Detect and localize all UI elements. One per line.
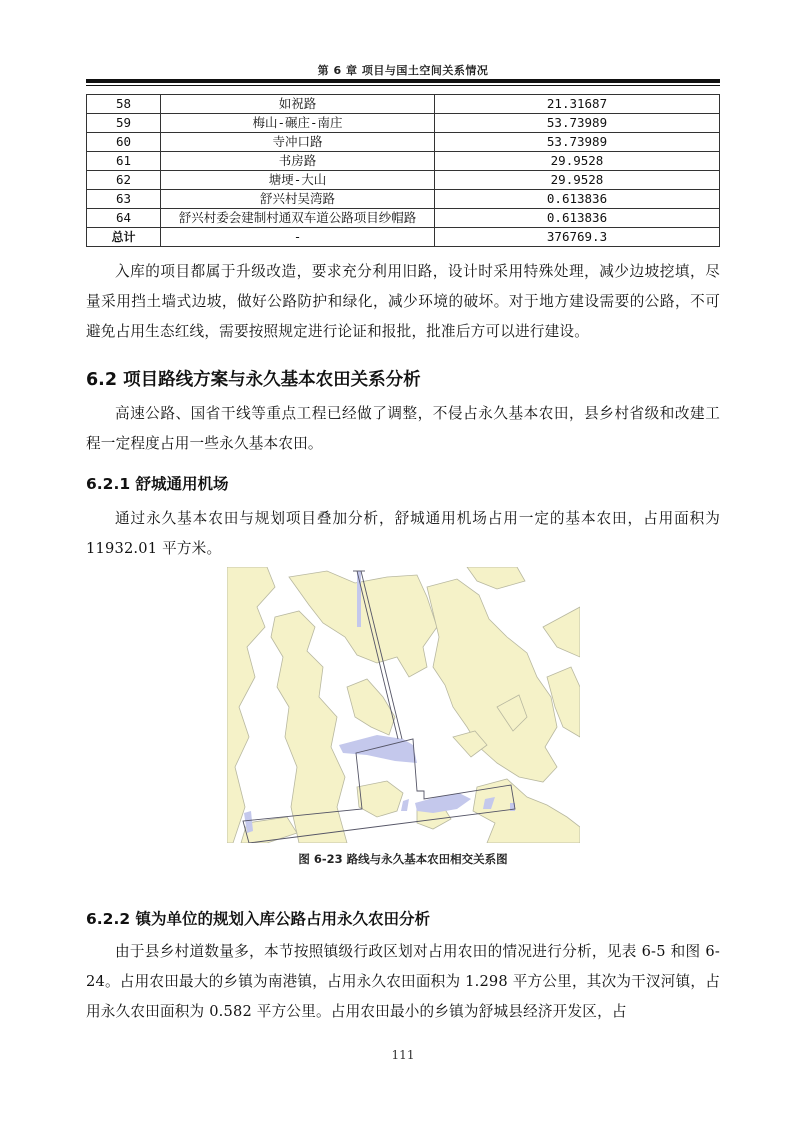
header-rule-thick bbox=[86, 79, 720, 83]
total-label: 总计 bbox=[87, 228, 161, 247]
paragraph-airport-occupation: 通过永久基本农田与规划项目叠加分析，舒城通用机场占用一定的基本农田，占用面积为 11932.01 平方米。 bbox=[86, 510, 720, 557]
cell-road-name: 书房路 bbox=[161, 152, 435, 171]
road-area-table bbox=[86, 94, 720, 247]
cell-number: 62 bbox=[87, 171, 161, 190]
cell-number: 59 bbox=[87, 114, 161, 133]
cell-value: 0.613836 bbox=[435, 209, 720, 228]
table-row bbox=[87, 133, 720, 152]
page-number: 111 bbox=[391, 1048, 415, 1062]
cell-road-name: 梅山-碾庄-南庄 bbox=[161, 114, 435, 133]
cell-value: 29.9528 bbox=[435, 171, 720, 190]
cell-road-name: 舒兴村吴湾路 bbox=[161, 190, 435, 209]
running-header: 第 6 章 项目与国土空间关系情况 bbox=[317, 64, 489, 77]
cell-value: 0.613836 bbox=[435, 190, 720, 209]
section-heading-6-2-2: 6.2.2 镇为单位的规划入库公路占用永久农田分析 bbox=[86, 910, 431, 928]
cell-number: 63 bbox=[87, 190, 161, 209]
cell-number: 61 bbox=[87, 152, 161, 171]
farmland-intersection-map bbox=[227, 567, 580, 843]
section-heading-6-2: 6.2 项目路线方案与永久基本农田关系分析 bbox=[86, 370, 421, 390]
paragraph-township-analysis: 由于县乡村道数量多，本节按照镇级行政区划对占用农田的情况进行分析，见表 6-5 和图 6-24。占用农田最大的乡镇为南港镇，占用永久农田面积为 1.298 平方公里，其次为干汊河镇，占用永久农田面积为 0.582 平方公里。占用农田最小的乡镇为舒城县经济开发区，占 bbox=[86, 943, 720, 1020]
cell-number: 64 bbox=[87, 209, 161, 228]
paragraph-upgrade-note: 入库的项目都属于升级改造，要求充分利用旧路，设计时采用特殊处理，减少边坡挖填，尽量采用挡土墙式边坡，做好公路防护和绿化，减少环境的破坏。对于地方建设需要的公路，不可避免占用生态红线，需要按照规定进行论证和报批，批准后方可以进行建设。 bbox=[86, 263, 720, 340]
cell-value: 53.73989 bbox=[435, 114, 720, 133]
table-row bbox=[87, 95, 720, 114]
table-row bbox=[87, 209, 720, 228]
cell-number: 58 bbox=[87, 95, 161, 114]
table-total-row bbox=[87, 228, 720, 247]
cell-road-name: 舒兴村委会建制村通双车道公路项目纱帽路 bbox=[161, 209, 435, 228]
cell-value: 53.73989 bbox=[435, 133, 720, 152]
total-name: - bbox=[161, 228, 435, 247]
table-row bbox=[87, 114, 720, 133]
figure-caption: 图 6-23 路线与永久基本农田相交关系图 bbox=[298, 852, 508, 866]
total-value: 376769.3 bbox=[435, 228, 720, 247]
table-row bbox=[87, 152, 720, 171]
table-row bbox=[87, 190, 720, 209]
cell-road-name: 塘埂-大山 bbox=[161, 171, 435, 190]
paragraph-farmland-overview: 高速公路、国省干线等重点工程已经做了调整，不侵占永久基本农田，县乡村省级和改建工程一定程度占用一些永久基本农田。 bbox=[86, 405, 720, 452]
section-heading-6-2-1: 6.2.1 舒城通用机场 bbox=[86, 475, 229, 493]
cell-value: 21.31687 bbox=[435, 95, 720, 114]
cell-value: 29.9528 bbox=[435, 152, 720, 171]
header-rule-thin bbox=[86, 85, 720, 86]
cell-road-name: 如祝路 bbox=[161, 95, 435, 114]
cell-road-name: 寺冲口路 bbox=[161, 133, 435, 152]
cell-number: 60 bbox=[87, 133, 161, 152]
table-row bbox=[87, 171, 720, 190]
